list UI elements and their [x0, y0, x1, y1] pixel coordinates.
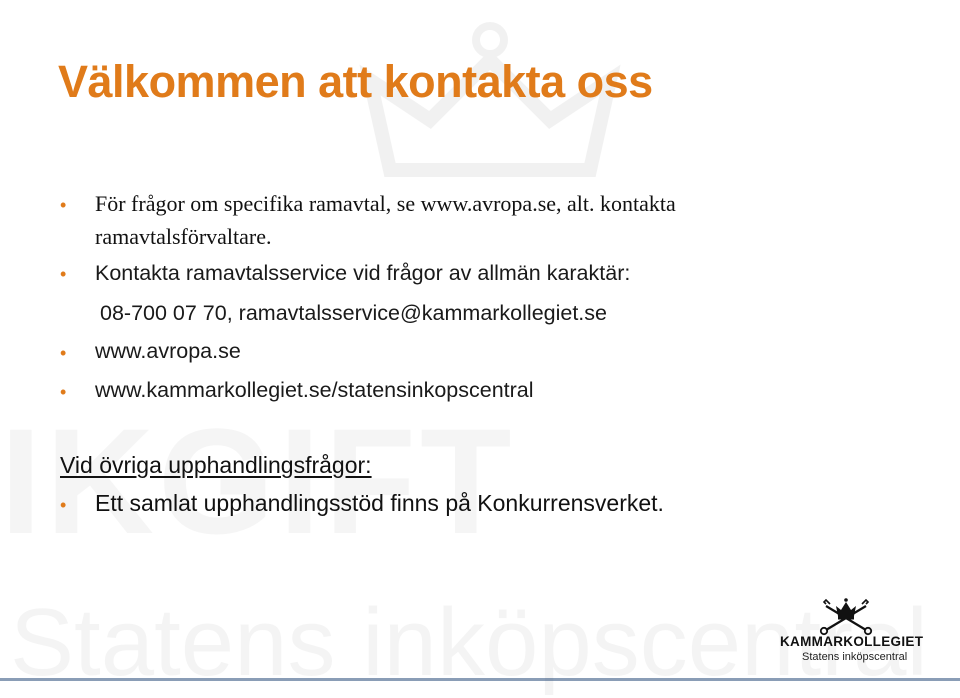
section-heading: Vid övriga upphandlingsfrågor: — [60, 452, 372, 478]
section-bullet-text: Ett samlat upphandlingsstöd finns på Konkurrensverket. — [95, 490, 664, 516]
kammarkollegiet-logo — [780, 596, 945, 666]
bullet-text-continued: ramavtalsförvaltare. — [95, 224, 272, 249]
bullet-marker: • — [60, 343, 67, 363]
crown-crossed-keys-icon — [816, 596, 876, 636]
bullet-marker: • — [60, 495, 67, 515]
contact-details: 08-700 07 70, ramavtalsservice@kammarkollegiet.se — [100, 301, 607, 325]
logo-subtitle: Statens inköpscentral — [802, 651, 908, 663]
bullet-link-kammarkollegiet: www.kammarkollegiet.se/statensinkopscentral — [95, 378, 534, 402]
page-title: Välkommen att kontakta oss — [58, 56, 653, 107]
bullet-text: För frågor om specifika ramavtal, se www.avropa.se, alt. kontakta — [95, 191, 676, 216]
bullet-marker: • — [60, 382, 67, 402]
watermark-letters — [0, 395, 960, 568]
bullet-marker: • — [60, 195, 67, 215]
logo-name: KAMMARKOLLEGIET — [780, 634, 924, 649]
bullet-text: Kontakta ramavtalsservice vid frågor av allmän karaktär: — [95, 261, 631, 285]
bullet-link-avropa: www.avropa.se — [95, 339, 241, 363]
bullet-marker: • — [60, 264, 67, 284]
